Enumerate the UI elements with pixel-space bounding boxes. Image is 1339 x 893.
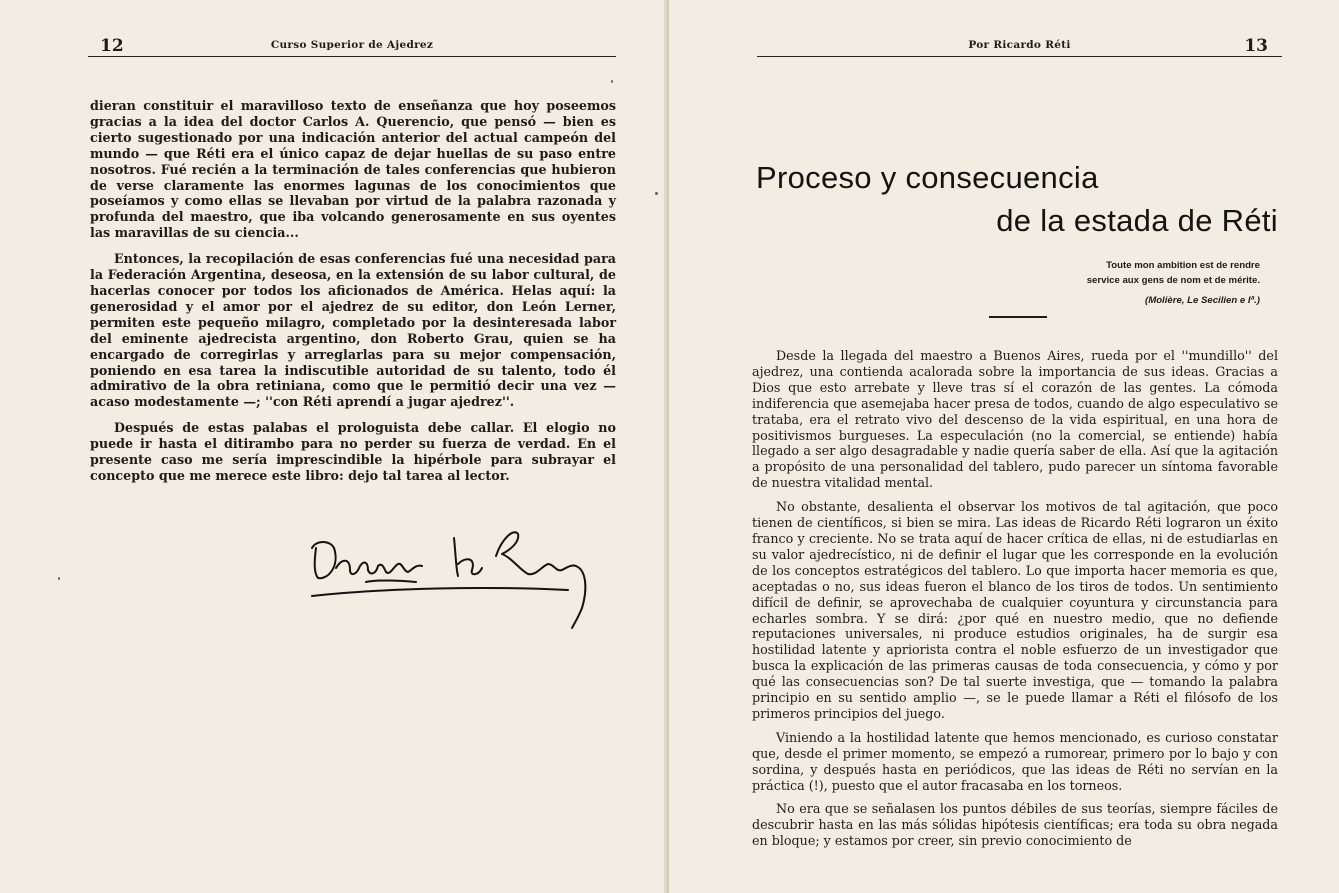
right-page-header <box>757 34 1282 57</box>
right-page-number: 13 <box>1244 36 1268 56</box>
epigraph-source: (Molière, Le Secilien e Iª.) <box>1145 295 1260 307</box>
handwritten-signature <box>306 518 596 633</box>
right-paragraph-3: Viniendo a la hostilidad latente que hemos mencionado, es curioso constatar que, desde el primer momento, se empezó a rumorear, primero por lo bajo y con sordina, y después hasta en periódicos, que las ideas de Réti no servían en la práctica (!), puesto que el autor fracasaba en los torneos. <box>752 729 1278 793</box>
left-paragraph-1: dieran constituir el maravilloso texto de enseñanza que hoy poseemos gracias a la idea del doctor Carlos A. Querencio, que pensó — bien es cierto sugestionado por una indicación anterior del actual campeón del mundo — que Réti era el único capaz de dejar huellas de su paso entre nosotros. Fué recién a la terminación de tales conferencias que hubieron de verse claramente las enormes lagunas de los conocimientos que poseíamos y como ellas se llevaban por virtud de la palabra razonada y profunda del maestro, que iba volcando generosamente en sus oyentes las maravillas de su ciencia... <box>90 98 616 241</box>
paper-speck <box>655 192 658 195</box>
epigraph-line-2: service aux gens de nom et de mérite. <box>1086 274 1260 286</box>
right-paragraph-1: Desde la llegada del maestro a Buenos Aires, rueda por el ''mundillo'' del ajedrez, una contienda acalorada sobre la importancia de sus ideas. Gracias a Dios que esto arrebate y lleve tras sí el corazón de las gentes. La cómoda indiferencia que asemejaba hacer presa de todos, cuando de algo especulativo se trataba, era el retrato vivo del descenso de la vida espiritual, en una hora de positivismos burgueses. La especulación (no la comercial, se entiende) había llegado a ser algo desagradable y nadie quería saber de ella. Así que la agitación a propósito de una personalidad del tablero, pudo parecer un síntoma favorable de nuestra vitalidad mental. <box>752 348 1278 491</box>
paper-speck <box>58 577 60 580</box>
right-paragraph-4: No era que se señalasen los puntos débiles de sus teorías, siempre fáciles de descubrir hasta en las más sólidas hipótesis científicas; era toda su obra negada en bloque; y estamos por creer, sin previo conocimiento de <box>752 801 1278 849</box>
right-paragraph-2: No obstante, desalienta el observar los motivos de tal agitación, que poco tienen de científicos, si bien se mira. Las ideas de Ricardo Réti lograron un éxito franco y creciente. No se trata aquí de hacer crítica de ellas, ni de estudiarlas en su valor ajedrecístico, ni de definir el lugar que les corresponde en la evolución de los conceptos estratégicos del tablero. Lo que importa hacer memoria es que, aceptadas o no, sus ideas fueron el blanco de los tiros de todos. Un sentimiento difícil de definir, se aprovechaba de cualquier coyuntura y circunstancia para echarles sombra. Y se dirá: ¿por qué en nuestro medio, que no defiende reputaciones universales, ni produce estudios originales, ha de surgir esa hostilidad latente y apriorista contra el noble esfuerzo de un investigador que busca la explicación de las primeras causas de toda consecuencia, y cómo y por qué las consecuencias son? De tal suerte investiga, que — tomando la palabra principio en su sentido amplio —, se le puede llamar a Réti el filósofo de los primeros principios del juego. <box>752 499 1278 721</box>
title-divider-rule <box>989 316 1047 318</box>
epigraph <box>1000 259 1260 309</box>
left-paragraph-2: Entonces, la recopilación de esas conferencias fué una necesidad para la Federación Argentina, deseosa, en la extensión de su labor cultural, de hacerlas conocer por todos los aficionados de América. Helas aquí: la generosidad y el amor por el ajedrez de su editor, don León Lerner, permiten este pequeño milagro, completado por la desinteresada labor del eminente ajedrecista argentino, don Roberto Grau, quien se ha encargado de corregirlas y arreglarlas para su mejor compensación, poniendo en esa tarea la indiscutible autoridad de su talento, todo él admirativo de la obra retiniana, como que le permitió decir una vez — acaso modestamente —; ''con Réti aprendí a jugar ajedrez''. <box>90 251 616 410</box>
left-running-head: Curso Superior de Ajedrez <box>270 39 434 51</box>
left-body-text <box>90 98 616 494</box>
right-body-text <box>752 348 1278 857</box>
left-paragraph-3: Después de estas palabas el prologuista debe callar. El elogio no puede ir hasta el ditirambo para no perder su fuerza de verdad. En el presente caso me sería imprescindible la hipérbole para subrayar el concepto que me merece este libro: dejo tal tarea al lector. <box>90 420 616 483</box>
paper-speck <box>611 80 613 83</box>
right-page <box>669 0 1339 893</box>
left-page <box>0 0 668 893</box>
chapter-title-line-1: Proceso y consecuencia <box>756 160 1099 195</box>
left-page-number: 12 <box>100 36 124 56</box>
epigraph-line-1: Toute mon ambition est de rendre <box>1106 260 1260 271</box>
chapter-title-line-2: de la estada de Réti <box>996 203 1278 238</box>
right-running-head: Por Ricardo Réti <box>968 39 1071 51</box>
left-page-header <box>88 34 616 57</box>
